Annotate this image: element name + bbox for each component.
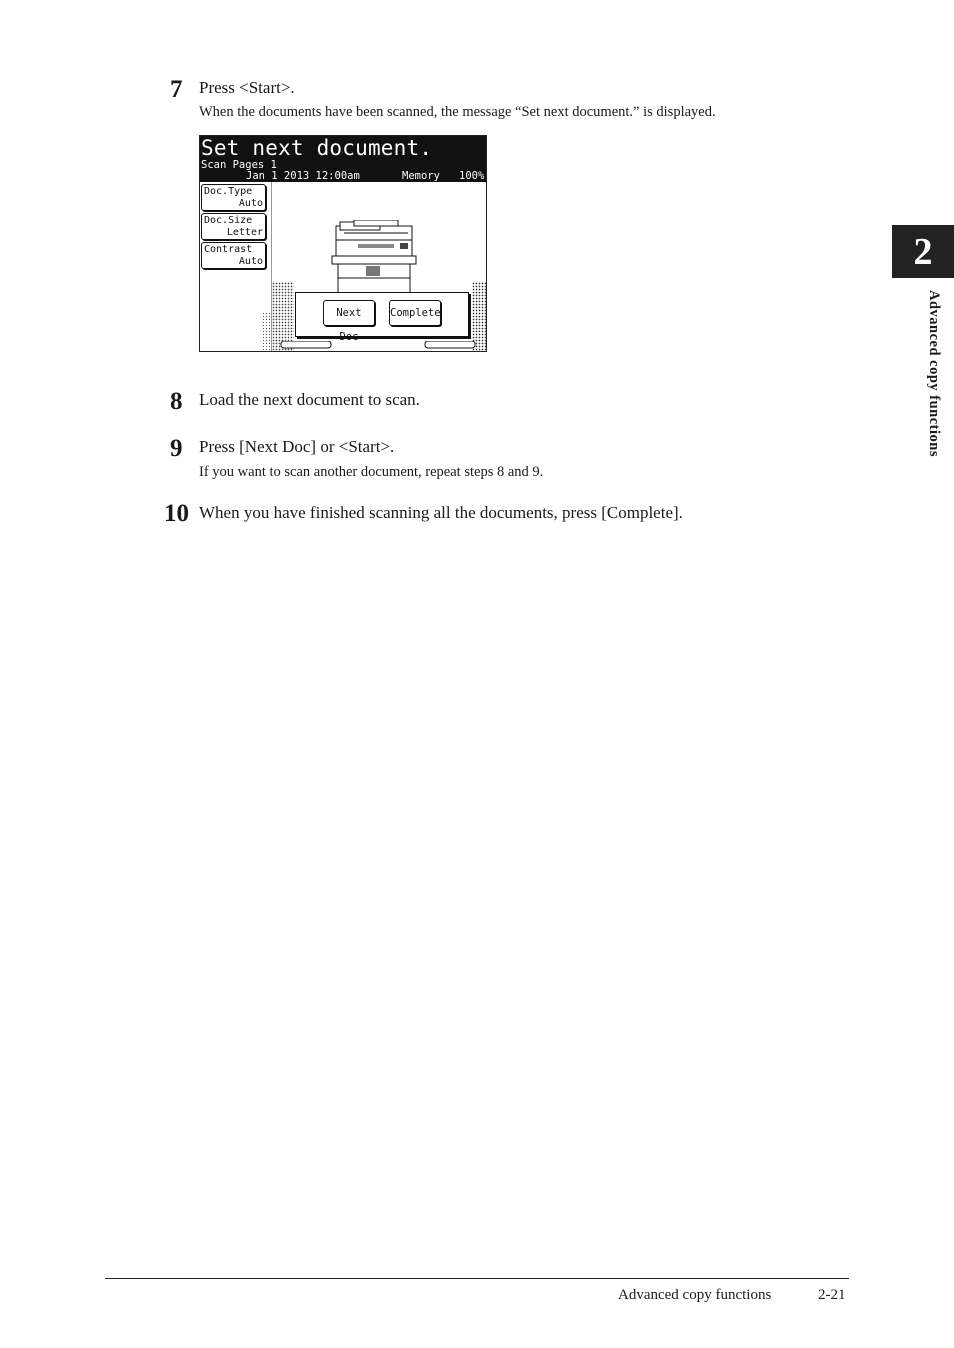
lcd-title: Set next document.	[201, 136, 433, 160]
step-number-8: 8	[170, 388, 183, 415]
lcd-scan-pages: Scan Pages 1	[201, 159, 277, 171]
step-10-text: When you have finished scanning all the documents, press [Complete].	[199, 503, 683, 522]
footer-section: Advanced copy functions	[618, 1287, 772, 1303]
step-7-text: Press <Start>.	[199, 78, 295, 97]
contrast-button[interactable]	[201, 242, 266, 269]
contrast-value: Auto	[238, 256, 263, 267]
step-number-10: 10	[164, 500, 189, 527]
popup-base-shape	[280, 341, 476, 351]
doc-size-label: Doc.Size	[204, 215, 253, 226]
step-9-text: Press [Next Doc] or <Start>.	[199, 437, 395, 456]
step-number-7: 7	[170, 76, 183, 103]
doc-type-label: Doc.Type	[204, 186, 253, 197]
doc-type-value: Auto	[238, 198, 263, 209]
doc-size-value: Letter	[226, 227, 263, 238]
chapter-tab: 2	[892, 225, 954, 278]
lcd-side-panel	[200, 182, 272, 352]
step-number-9: 9	[170, 435, 183, 462]
footer-divider	[105, 1278, 849, 1279]
footer-page-number: 2-21	[818, 1287, 846, 1303]
complete-button[interactable]: Complete	[389, 300, 441, 326]
doc-type-button[interactable]	[201, 184, 266, 211]
contrast-label: Contrast	[204, 244, 253, 255]
lcd-header	[200, 136, 486, 182]
lcd-main-area	[272, 182, 486, 352]
scan-popup	[295, 292, 469, 343]
lcd-dither	[262, 312, 272, 352]
next-doc-button[interactable]: Next Doc	[323, 300, 375, 326]
doc-size-button[interactable]	[201, 213, 266, 240]
lcd-date: Jan 1 2013 12:00am	[246, 170, 360, 182]
step-7-subtext: When the documents have been scanned, the message “Set next document.” is displayed.	[199, 104, 716, 120]
step-9-subtext: If you want to scan another document, repeat steps 8 and 9.	[199, 464, 544, 480]
chapter-side-label: Advanced copy functions	[926, 290, 942, 457]
lcd-screen	[199, 135, 487, 352]
lcd-memory-label: Memory	[402, 170, 440, 182]
copier-icon	[330, 220, 420, 300]
step-8-text: Load the next document to scan.	[199, 390, 420, 409]
lcd-memory-value: 100%	[459, 170, 485, 182]
